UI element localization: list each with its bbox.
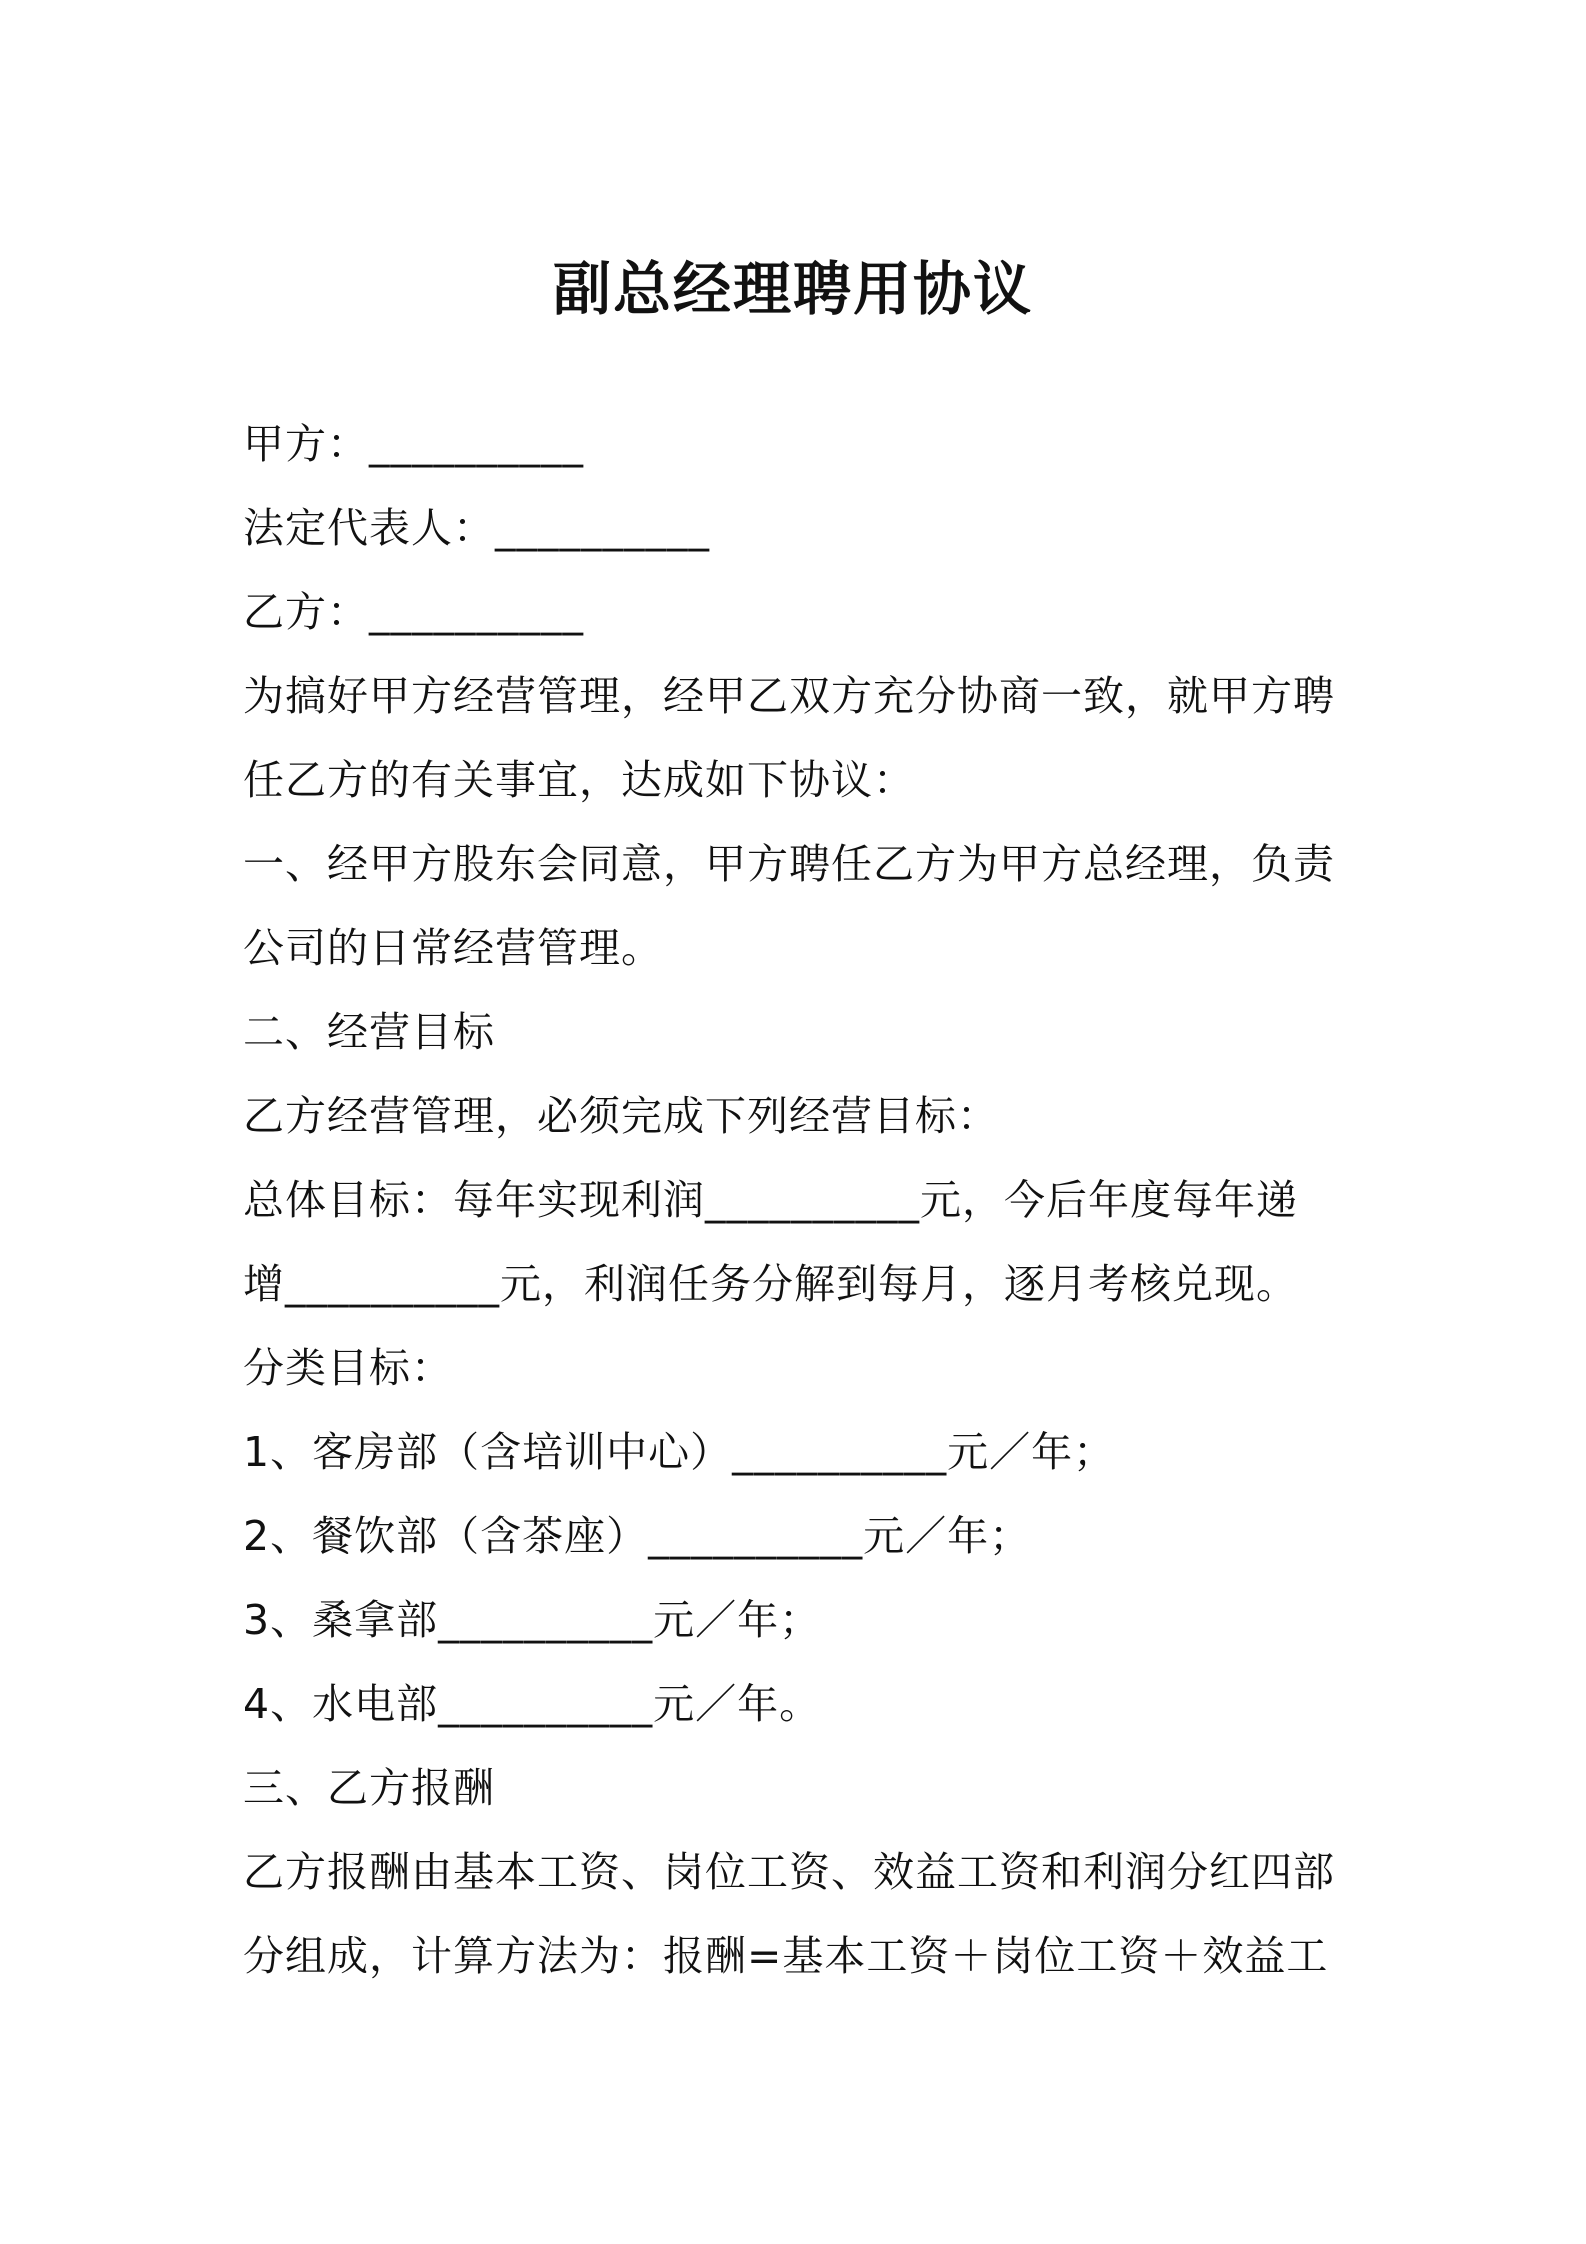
party-a-line: 甲方：__________ <box>243 420 584 468</box>
overall-goal-line-1: 总体目标：每年实现利润__________元，今后年度每年递 <box>243 1176 1298 1224</box>
clause-1-line-2: 公司的日常经营管理。 <box>243 924 663 972</box>
document-title: 副总经理聘用协议 <box>552 255 1033 323</box>
compensation-line-1: 乙方报酬由基本工资、岗位工资、效益工资和利润分红四部 <box>243 1848 1335 1896</box>
intro-line-1: 为搞好甲方经营管理，经甲乙双方充分协商一致，就甲方聘 <box>243 672 1335 720</box>
section-3-heading: 三、乙方报酬 <box>243 1764 495 1812</box>
section-2-heading: 二、经营目标 <box>243 1008 495 1056</box>
category-goal-1: 1、客房部（含培训中心）__________元／年； <box>243 1428 1116 1476</box>
legal-representative-line: 法定代表人：__________ <box>243 504 710 552</box>
party-b-line: 乙方：__________ <box>243 588 584 636</box>
category-goal-3: 3、桑拿部__________元／年； <box>243 1596 822 1644</box>
category-goal-2: 2、餐饮部（含茶座）__________元／年； <box>243 1512 1032 1560</box>
intro-line-2: 任乙方的有关事宜，达成如下协议： <box>243 756 915 804</box>
category-goal-4: 4、水电部__________元／年。 <box>243 1680 822 1728</box>
category-goals-heading: 分类目标： <box>243 1344 453 1392</box>
document-body <box>243 402 1353 1998</box>
overall-goal-line-2: 增__________元，利润任务分解到每月，逐月考核兑现。 <box>243 1260 1298 1308</box>
clause-1-line-1: 一、经甲方股东会同意，甲方聘任乙方为甲方总经理，负责 <box>243 840 1335 888</box>
compensation-line-2: 分组成，计算方法为：报酬=基本工资＋岗位工资＋效益工 <box>243 1932 1329 1980</box>
business-goal-intro: 乙方经营管理，必须完成下列经营目标： <box>243 1092 999 1140</box>
